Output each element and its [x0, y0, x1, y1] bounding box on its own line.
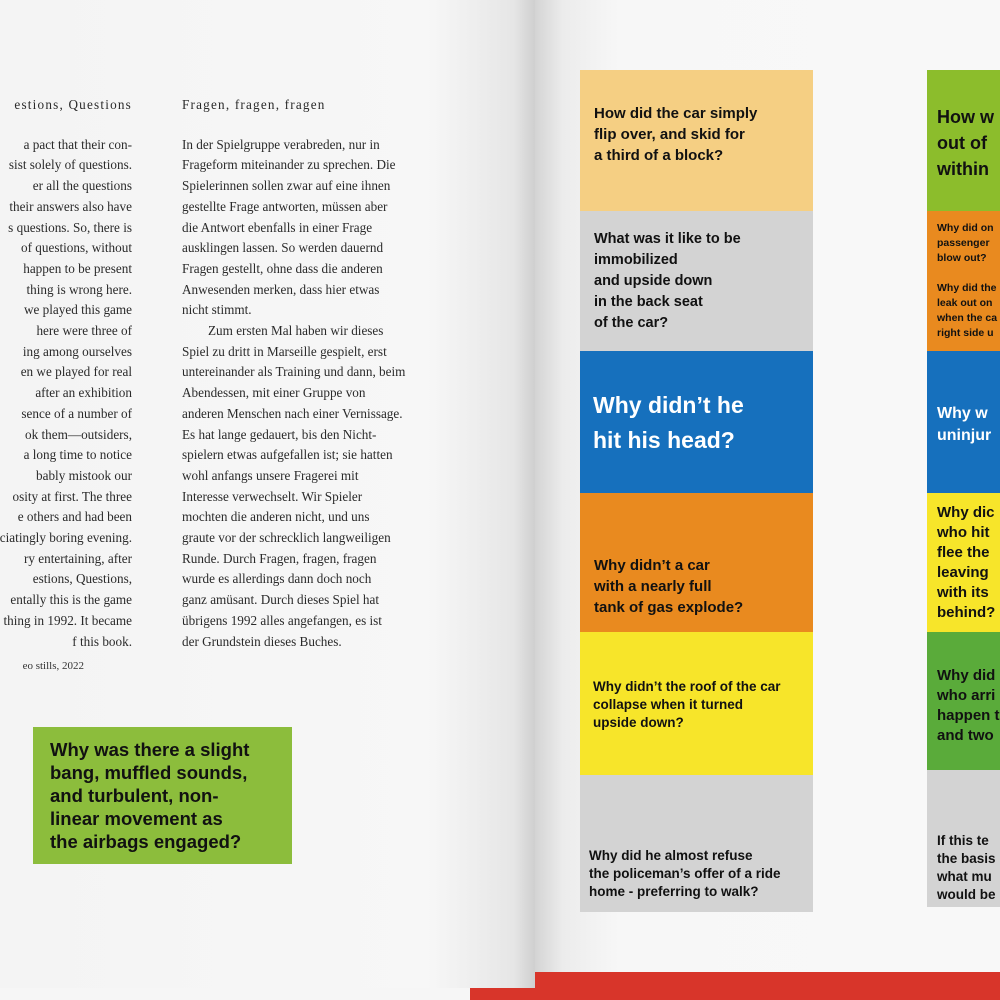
question-line — [937, 266, 1000, 281]
english-line: a pact that their con- — [23, 136, 132, 152]
book-cover-edge — [470, 968, 1000, 1000]
english-line: of questions, without — [21, 240, 132, 256]
english-line: their answers also have — [9, 198, 132, 214]
question-line: out of — [937, 133, 987, 153]
english-line: ing among ourselves — [22, 343, 132, 359]
german-line: mochten die anderen nicht, und uns — [182, 509, 370, 525]
question-card — [580, 70, 813, 211]
english-line: bably mistook our — [36, 467, 132, 483]
question-line: happen t — [937, 707, 1000, 724]
question-line: flip over, and skid for — [594, 126, 745, 143]
german-line: Spielerinnen sollen zwar auf eine ihnen — [182, 178, 391, 194]
question-line: in the back seat — [594, 294, 703, 310]
english-column — [0, 95, 132, 652]
german-heading: Fragen, fragen, fragen — [182, 97, 326, 112]
german-line: Interesse verwechselt. Wir Spieler — [182, 488, 363, 504]
german-line: Abendessen, mit einer Gruppe von — [182, 385, 366, 401]
question-line: collapse when it turned — [593, 697, 744, 712]
question-line: What was it like to be — [594, 231, 741, 247]
english-line: sence of a number of — [21, 405, 132, 421]
right-page — [535, 0, 1000, 972]
question-line: upside down? — [593, 715, 684, 730]
english-line: ry entertaining, after — [23, 550, 132, 566]
question-card — [580, 632, 813, 775]
question-card — [580, 211, 813, 351]
german-line: graute vor der schrecklich langweiligen — [182, 530, 391, 546]
german-line: die Antwort ebenfalls in einer Frage — [182, 219, 373, 235]
english-line: entally this is the game — [10, 592, 132, 608]
question-card — [580, 351, 813, 493]
question-line: of the car? — [594, 315, 669, 331]
question-line: Why did he almost refuse — [589, 848, 753, 863]
green-box-line: Why was there a slight — [50, 739, 250, 760]
english-line: happen to be present — [23, 260, 132, 276]
question-line: with a nearly full — [594, 578, 712, 595]
german-line: wurde es allerdings dann doch noch — [182, 571, 372, 587]
english-line: e others and had been — [17, 509, 132, 525]
question-line: Why didn’t the roof of the car — [593, 679, 781, 694]
english-line: after an exhibition — [35, 385, 132, 401]
green-box-line: linear movement as — [50, 808, 223, 829]
green-question-box — [33, 727, 292, 864]
german-line: der Grundstein dieses Buches. — [182, 633, 342, 649]
question-line: Why did on — [937, 222, 994, 234]
german-line: übrigens 1992 alles angefangen, es ist — [182, 612, 382, 628]
green-box-line: the airbags engaged? — [50, 831, 242, 852]
english-line: s questions. So, there is — [8, 219, 132, 235]
question-line: home - preferring to walk? — [589, 884, 759, 899]
question-card — [927, 351, 1000, 493]
german-line: ganz amüsant. Durch dieses Spiel hat — [182, 592, 380, 608]
english-line: estions, Questions, — [32, 571, 132, 587]
question-line: uninjur — [937, 427, 992, 444]
german-line: gestellte Frage antworten, müssen aber — [182, 198, 388, 214]
green-box-line: bang, muffled sounds, — [50, 762, 248, 783]
english-line: ok them—outsiders, — [25, 426, 132, 442]
question-line: the basis — [937, 851, 996, 866]
english-line: sist solely of questions. — [8, 157, 132, 173]
question-line: with its — [937, 584, 989, 601]
german-line: ausklingen lassen. So werden dauernd — [182, 240, 384, 256]
question-line: and upside down — [594, 273, 713, 289]
german-column — [182, 95, 442, 652]
question-line: Why didn’t he — [593, 392, 744, 418]
question-line: blow out? — [937, 252, 987, 264]
english-heading: estions, Questions — [14, 97, 132, 112]
question-line: within — [937, 159, 989, 179]
german-line: spielern etwas aufgefallen ist; sie hatten — [182, 447, 393, 463]
question-line: the policeman’s offer of a ride — [589, 866, 781, 881]
german-line: anderen Menschen nach einer Vernissage. — [182, 405, 403, 421]
photo-caption: eo stills, 2022 — [22, 660, 84, 672]
question-line: hit his head? — [593, 427, 735, 453]
question-line: behind? — [937, 604, 996, 621]
english-line: ciatingly boring evening. — [0, 530, 132, 546]
question-card — [580, 493, 813, 632]
question-line: who hit — [937, 524, 990, 541]
english-line: er all the questions — [32, 178, 132, 194]
question-line: Why didn’t a car — [594, 557, 710, 574]
german-line: Fragen gestellt, ohne dass die anderen — [182, 260, 383, 276]
question-card — [580, 775, 813, 912]
german-line: untereinander als Training und dann, beim — [182, 364, 406, 380]
question-line: How did the car simply — [594, 105, 758, 122]
question-line: immobilized — [594, 252, 678, 268]
question-line: who arri — [937, 687, 996, 704]
question-line: Why dic — [937, 504, 995, 521]
question-line: How w — [937, 107, 994, 127]
german-line: In der Spielgruppe verabreden, nur in — [182, 136, 380, 152]
question-line: and two — [937, 727, 994, 744]
question-card — [927, 493, 1000, 632]
question-line: a third of a block? — [594, 147, 724, 164]
english-line: thing is wrong here. — [26, 281, 132, 297]
german-line: nicht stimmt. — [182, 302, 252, 318]
question-line: flee the — [937, 544, 990, 561]
question-line: Why did the — [937, 282, 997, 294]
german-line: Anwesenden merken, dass hier etwas — [182, 281, 380, 297]
german-line: wohl anfangs unsere Fragerei mit — [182, 467, 359, 483]
question-card — [927, 211, 1000, 351]
question-line: tank of gas explode? — [594, 599, 744, 616]
english-line: a long time to notice — [23, 447, 132, 463]
english-line: we played this game — [23, 302, 132, 318]
question-line: would be — [937, 887, 996, 902]
question-line: what mu — [937, 869, 992, 884]
question-card — [927, 70, 1000, 211]
question-card — [927, 632, 1000, 770]
question-line: leak out on — [937, 297, 993, 309]
german-line: Zum ersten Mal haben wir dieses — [208, 323, 384, 339]
english-line: f this book. — [72, 633, 132, 649]
question-line: If this te — [937, 833, 989, 848]
english-line: en we played for real — [20, 364, 132, 380]
english-line: here were three of — [36, 323, 132, 339]
question-line: Why did — [937, 667, 996, 684]
question-line: Why w — [937, 405, 988, 422]
german-line: Es hat lange gedauert, bis den Nicht- — [182, 426, 377, 442]
question-line: right side u — [937, 327, 994, 339]
german-line: Frageform miteinander zu sprechen. Die — [182, 157, 396, 173]
english-line: osity at first. The three — [12, 488, 132, 504]
german-line: Runde. Durch Fragen, fragen, fragen — [182, 550, 377, 566]
german-line: Spiel zu dritt in Marseille gespielt, erst — [182, 343, 387, 359]
green-box-line: and turbulent, non- — [50, 785, 219, 806]
question-card — [927, 770, 1000, 907]
question-line: passenger — [937, 237, 990, 249]
question-line: when the ca — [937, 312, 998, 324]
question-line: leaving — [937, 564, 989, 581]
english-line: thing in 1992. It became — [3, 612, 132, 628]
